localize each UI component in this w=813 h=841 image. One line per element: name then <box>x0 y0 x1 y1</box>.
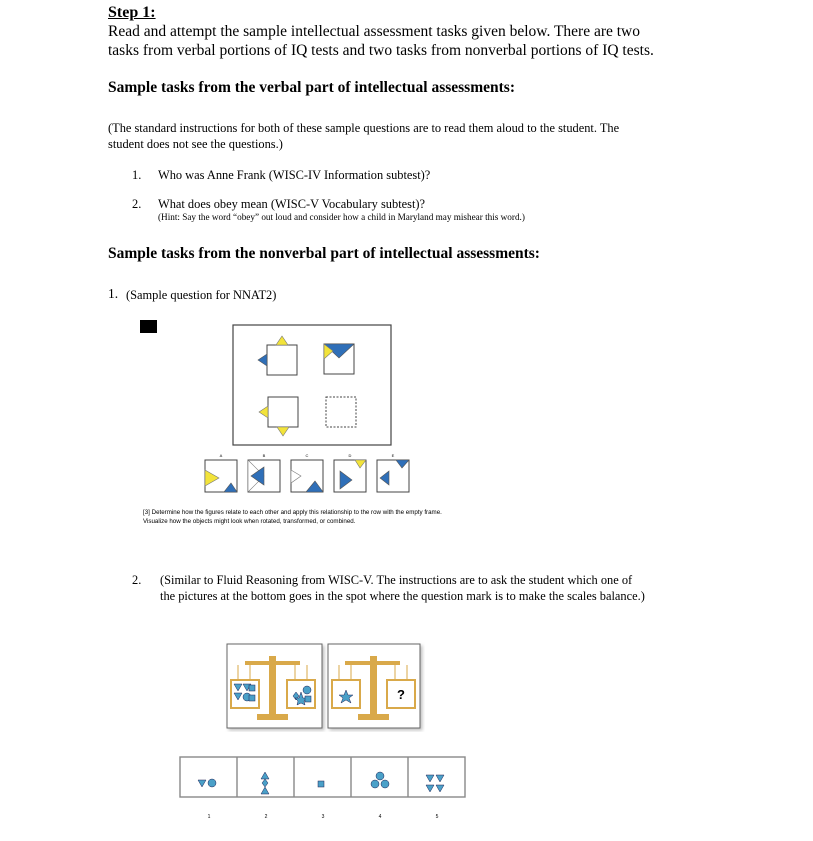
nonverbal-heading: Sample tasks from the nonverbal part of intellectual assessments: <box>108 245 540 262</box>
nnat-caption-line-2: Visualize how the objects might look when rotated, transformed, or combined. <box>143 518 356 525</box>
nnat-option-d[interactable] <box>334 460 366 492</box>
scale-right <box>328 644 420 728</box>
verbal-item-2-number: 2. <box>132 197 142 211</box>
option-letter-e: E <box>391 453 395 458</box>
verbal-heading: Sample tasks from the verbal part of intellectual assessments: <box>108 79 515 96</box>
matrix-cell-empty <box>326 397 356 427</box>
question-mark: ? <box>397 687 405 702</box>
verbal-note-line-1: (The standard instructions for both of these sample questions are to read them aloud to the student. The <box>108 121 620 135</box>
scales-option-number-1: 1 <box>207 814 211 820</box>
option-letter-b: B <box>262 453 266 458</box>
scales-options <box>178 755 478 827</box>
nonverbal-item-2-line-1: (Similar to Fluid Reasoning from WISC-V. The instructions are to ask the student which one of <box>160 573 633 587</box>
step-title: Step 1: <box>108 4 156 21</box>
nonverbal-item-2-text <box>160 572 720 604</box>
nnat-option-e[interactable] <box>377 460 409 492</box>
matrix-frame <box>233 325 391 445</box>
nnat-caption-line-1: [3] Determine how the figures relate to each other and apply this relationship to the row with the empty frame. <box>143 509 442 516</box>
scales-options-frame <box>180 757 465 797</box>
scale-left <box>227 644 322 728</box>
intro-line-2: tasks from verbal portions of IQ tests and two tasks from nonverbal portions of IQ tests. <box>108 42 654 59</box>
intro-text <box>108 22 728 60</box>
nnat-option-c[interactable] <box>291 460 323 492</box>
nonverbal-item-1-text: (Sample question for NNAT2) <box>126 288 277 302</box>
verbal-item-2-text: What does obey mean (WISC-V Vocabulary subtest)? <box>158 197 426 211</box>
scales-option-number-3: 3 <box>321 814 325 820</box>
nnat-caption <box>143 508 442 526</box>
scales-figure <box>225 640 425 732</box>
nnat-option-a[interactable] <box>205 460 237 492</box>
verbal-note <box>108 120 728 152</box>
verbal-note-line-2: student does not see the questions.) <box>108 137 283 151</box>
scales-option-number-2: 2 <box>264 814 268 820</box>
scales-option-3[interactable] <box>318 781 324 787</box>
verbal-item-1-text: Who was Anne Frank (WISC-IV Information subtest)? <box>158 168 431 182</box>
matrix-cell-top-right <box>324 344 354 374</box>
verbal-item-1-number: 1. <box>132 168 142 182</box>
nnat-option-b[interactable] <box>248 460 280 492</box>
black-square-marker <box>140 320 157 333</box>
verbal-item-2-hint: (Hint: Say the word “obey” out loud and consider how a child in Maryland may mishear this word.) <box>158 212 525 222</box>
intro-line-1: Read and attempt the sample intellectual assessment tasks given below. There are two <box>108 23 641 40</box>
option-letter-d: D <box>348 453 352 458</box>
nonverbal-item-2-number: 2. <box>132 573 142 587</box>
nonverbal-item-2-line-2: the pictures at the bottom goes in the spot where the question mark is to make the scales balance.) <box>160 589 645 603</box>
option-letter-c: C <box>305 453 309 458</box>
scales-option-number-5: 5 <box>435 814 439 820</box>
option-letter-a: A <box>219 453 223 458</box>
nonverbal-item-1-number: 1. <box>108 286 119 301</box>
scales-option-number-4: 4 <box>378 814 382 820</box>
nnat-figure <box>140 315 440 500</box>
